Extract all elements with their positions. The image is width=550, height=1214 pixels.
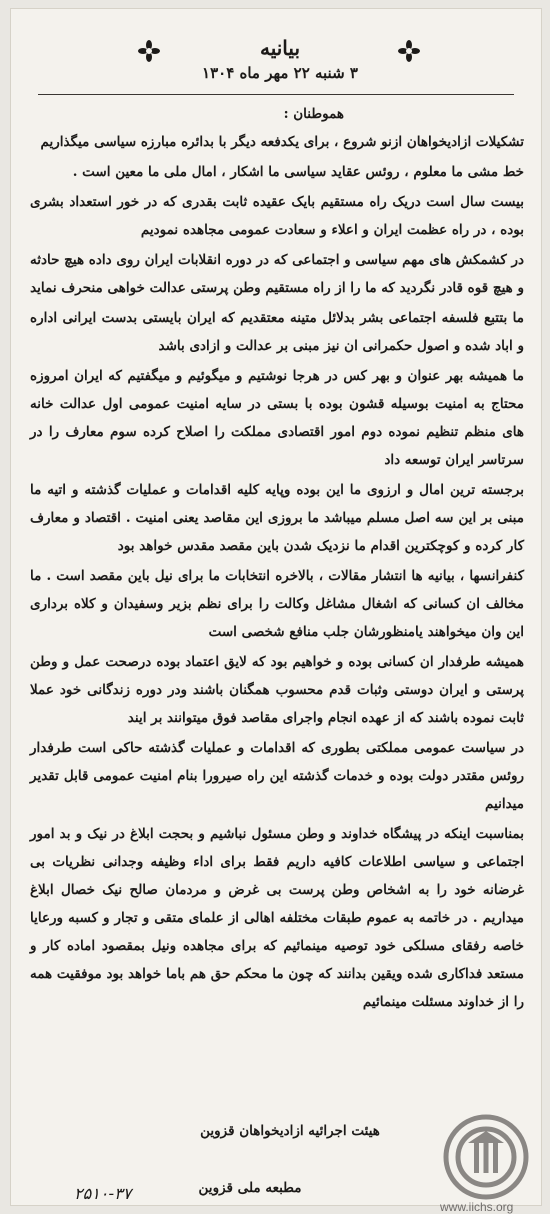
archive-number: ۲۵۱۰-۳۷ — [74, 1184, 132, 1203]
paragraph: بیست سال است دریک راه مستقیم بایک عقیده ثابت بقدری که در خور استعداد بشری بوده ، در راه عظمت ایران و اعلاء و سعادت عمومی مجاهده نمودیم — [30, 194, 524, 238]
paragraph: ما همیشه بهر عنوان و بهر کس در هرجا نوشتیم و میگوئیم و میگفتیم که ایران امروزه محتاج به امنیت بوسیله قشون بوده با بستی در سایه امنیت عمومی اول عدالت خانه های منظم تنظیم نموده دوم امور اقتصادی مملکت را اصلاح کرده سوم معارف را در سرتاسر ایران توسعه داد — [30, 368, 524, 468]
printer-imprint: مطبعه ملی قزوین — [198, 1180, 302, 1196]
watermark-url: www.iichs.org — [440, 1200, 514, 1214]
greeting: هموطنان : — [283, 106, 344, 122]
paragraph: خط مشی ما معلوم ، روئس عقاید سیاسی ما اشکار ، امال ملی ما معین است . — [72, 164, 524, 180]
paragraph: برجسته ترین امال و ارزوی ما این بوده وپایه کلیه اقدامات و عملیات گذشته و اتیه ما مبنی بر این سه اصل مسلم میباشد ما بروزی این مقاصد یعنی امنیت . اقتصاد و معارف کار کرده و کوچکترین اقدام ما نزدیک شدن باین مقصد مقدس خواهد بود — [30, 482, 524, 554]
paragraph: بمناسبت اینکه در پیشگاه خداوند و وطن مسئول نباشیم و بحجت ابلاغ در نیک و بد امور اجتماعی و سیاسی اطلاعات کافیه داریم فقط برای اداء وظیفه وجدانی نظریات بی غرضانه خود را به اشخاص وطن پرست بی غرض و مردمان صالح نیک خصال ابلاغ میداریم . در خاتمه به عموم طبقات مختلفه اهالی از علمای متقی و تجار و کسبه ورعایا خاصه رفقای مسلکی خود توصیه مینمائیم که برای مجاهده ونیل بمقصود اماده کار و مستعد فداکاری شده ویقین بدانند که چون ما محکم حق هم باما خواهد بود موفقیت همه را از خداوند مسئلت مینمائیم — [30, 826, 524, 1010]
paragraph: ما بتتبع فلسفه اجتماعی بشر بدلائل متینه معتقدیم که ایران بایستی بدست ایرانی اداره و اباد شده و اصول حکمرانی ان نیز مبنی بر عدالت و ازادی باشد — [30, 310, 524, 354]
paragraph: در سیاست عمومی مملکتی بطوری که اقدامات و عملیات گذشته حاکی است طرفدار روئس مقتدر دولت بوده و خدمات گذشته این راه صیرورا بنام امنیت عمومی قابل تقدیر میدانیم — [30, 740, 524, 812]
signature: هیئت اجرائیه ازادیخواهان قزوین — [200, 1123, 380, 1139]
document-sheet — [10, 8, 542, 1214]
floral-ornament-icon — [398, 40, 420, 62]
masthead — [10, 22, 542, 64]
paragraph: کنفرانسها ، بیانیه ها انتشار مقالات ، بالاخره انتخابات ما برای نیل باین مقصد است . ما مخالف ان کسانی که اشغال مشاغل وکالت را برای نظم بزیر وسفیدان و کلاه برداری این وان میخواهند یامنظورشان جلب منافع شخصی است — [30, 568, 524, 640]
iichs-logo-icon — [442, 1113, 530, 1201]
paragraph: در کشمکش های مهم سیاسی و اجتماعی که در دوره انقلابات ایران روی داده هیچ حادثه و هیچ قوه قادر نگردید که ما را از راه مستقیم وطن پرستی عدالت خواهی منحرف نماید — [30, 252, 524, 296]
masthead-title: بیانیه — [259, 36, 301, 60]
header-divider — [38, 94, 514, 95]
floral-ornament-icon — [138, 40, 160, 62]
dateline: ۳ شنبه ۲۲ مهر ماه ۱۳۰۴ — [202, 64, 358, 82]
paragraph: همیشه طرفدار ان کسانی بوده و خواهیم بود که لایق اعتماد بوده درصحت عمل و وطن پرستی و ایران دوستی وثبات قدم محسوب همگنان باشند ودر دوره زندگانی خود عملا ثابت نموده باشند که از عهده انجام واجرای مقاصد فوق میتوانند بر ایند — [30, 654, 524, 726]
manifesto-body — [30, 100, 524, 1016]
paragraph: تشکیلات ازادیخواهان ازنو شروع ، برای یکدفعه دیگر با بدائره مبارزه سیاسی میگذاریم — [40, 134, 524, 150]
